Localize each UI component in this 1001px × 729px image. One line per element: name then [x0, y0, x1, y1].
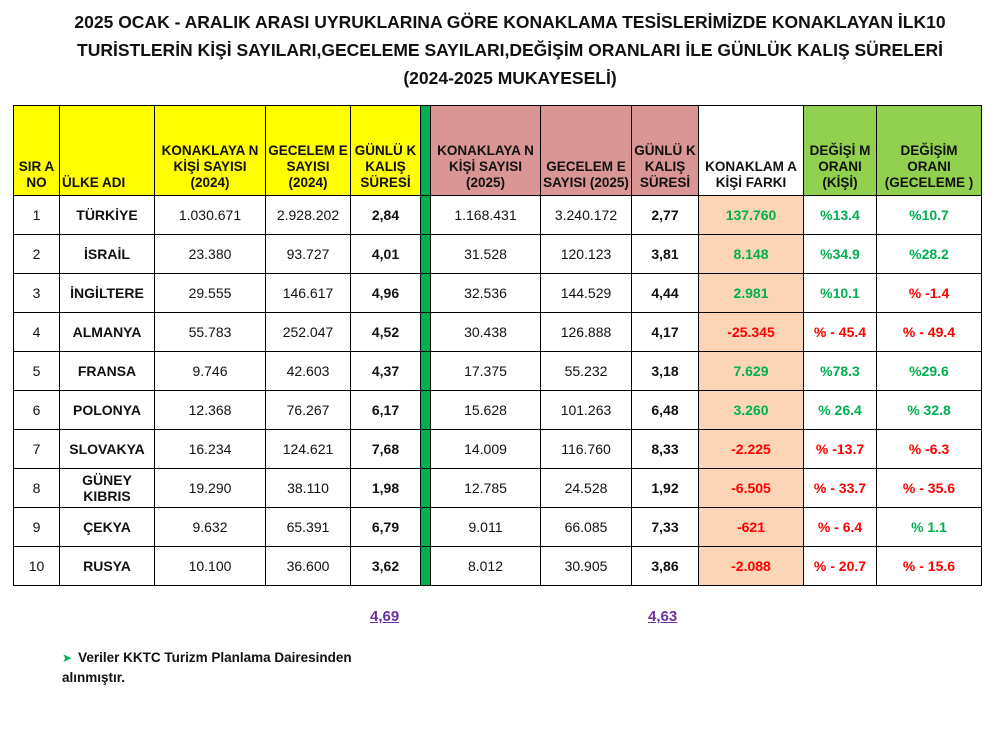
- cell-change-people: %13.4: [804, 196, 877, 235]
- cell-country: FRANSA: [60, 352, 155, 391]
- cell-change-people: %10.1: [804, 274, 877, 313]
- source-note-line-1: Veriler KKTC Turizm Planlama Dairesinden: [78, 650, 352, 665]
- cell-nights-2025: 24.528: [541, 469, 632, 508]
- cell-no: 6: [14, 391, 60, 430]
- cell-stay-2025: 7,33: [632, 508, 699, 547]
- cell-change-people: %78.3: [804, 352, 877, 391]
- cell-people-2025: 8.012: [431, 547, 541, 586]
- cell-separator: [421, 313, 431, 352]
- cell-people-2025: 9.011: [431, 508, 541, 547]
- header-kalis-2025: GÜNLÜ K KALIŞ SÜRESİ: [632, 106, 699, 196]
- header-row: [14, 106, 982, 196]
- cell-people-2024: 10.100: [155, 547, 266, 586]
- table-row: [14, 547, 982, 586]
- page-title: [40, 8, 980, 92]
- cell-country: SLOVAKYA: [60, 430, 155, 469]
- cell-nights-2025: 126.888: [541, 313, 632, 352]
- cell-change-nights: % -1.4: [877, 274, 982, 313]
- header-kisi-farki: KONAKLAM A KİŞİ FARKI: [699, 106, 804, 196]
- cell-country: TÜRKİYE: [60, 196, 155, 235]
- cell-change-nights: %29.6: [877, 352, 982, 391]
- cell-no: 4: [14, 313, 60, 352]
- header-kalis-2024: GÜNLÜ K KALIŞ SÜRESİ: [351, 106, 421, 196]
- tourist-stats-table: [13, 105, 982, 586]
- header-geceleme-2024: GECELEM E SAYISI (2024): [266, 106, 351, 196]
- cell-nights-2024: 36.600: [266, 547, 351, 586]
- cell-separator: [421, 274, 431, 313]
- cell-stay-2024: 1,98: [351, 469, 421, 508]
- cell-change-people: % - 33.7: [804, 469, 877, 508]
- cell-nights-2024: 42.603: [266, 352, 351, 391]
- cell-people-diff: -6.505: [699, 469, 804, 508]
- cell-no: 1: [14, 196, 60, 235]
- cell-people-2024: 12.368: [155, 391, 266, 430]
- cell-people-diff: 3.260: [699, 391, 804, 430]
- cell-change-nights: % - 35.6: [877, 469, 982, 508]
- cell-country: ÇEKYA: [60, 508, 155, 547]
- cell-people-2024: 23.380: [155, 235, 266, 274]
- cell-nights-2024: 76.267: [266, 391, 351, 430]
- cell-country: İSRAİL: [60, 235, 155, 274]
- cell-people-2024: 55.783: [155, 313, 266, 352]
- cell-people-diff: -2.225: [699, 430, 804, 469]
- arrow-right-icon: ➤: [62, 651, 73, 665]
- table-row: [14, 352, 982, 391]
- cell-nights-2025: 116.760: [541, 430, 632, 469]
- table-row: [14, 508, 982, 547]
- cell-separator: [421, 430, 431, 469]
- cell-people-diff: -2.088: [699, 547, 804, 586]
- cell-change-nights: %28.2: [877, 235, 982, 274]
- cell-separator: [421, 469, 431, 508]
- cell-no: 5: [14, 352, 60, 391]
- cell-country: POLONYA: [60, 391, 155, 430]
- cell-people-2024: 16.234: [155, 430, 266, 469]
- cell-stay-2025: 8,33: [632, 430, 699, 469]
- cell-change-nights: % -6.3: [877, 430, 982, 469]
- cell-stay-2025: 1,92: [632, 469, 699, 508]
- header-degisim-geceleme: DEĞİŞİM ORANI (GECELEME ): [877, 106, 982, 196]
- cell-people-2024: 9.632: [155, 508, 266, 547]
- cell-separator: [421, 391, 431, 430]
- cell-stay-2024: 7,68: [351, 430, 421, 469]
- cell-stay-2025: 4,17: [632, 313, 699, 352]
- cell-separator: [421, 547, 431, 586]
- cell-nights-2025: 55.232: [541, 352, 632, 391]
- cell-change-people: % - 6.4: [804, 508, 877, 547]
- cell-separator: [421, 508, 431, 547]
- cell-stay-2024: 3,62: [351, 547, 421, 586]
- cell-nights-2024: 252.047: [266, 313, 351, 352]
- cell-separator: [421, 196, 431, 235]
- cell-separator: [421, 352, 431, 391]
- cell-people-diff: 8.148: [699, 235, 804, 274]
- cell-people-diff: -25.345: [699, 313, 804, 352]
- cell-change-nights: % 32.8: [877, 391, 982, 430]
- cell-nights-2024: 146.617: [266, 274, 351, 313]
- table-row: [14, 430, 982, 469]
- cell-stay-2024: 2,84: [351, 196, 421, 235]
- cell-change-people: % - 45.4: [804, 313, 877, 352]
- cell-nights-2024: 93.727: [266, 235, 351, 274]
- cell-stay-2024: 4,37: [351, 352, 421, 391]
- cell-stay-2025: 3,18: [632, 352, 699, 391]
- title-line-3: (2024-2025 MUKAYESELİ): [403, 68, 617, 88]
- cell-people-2025: 1.168.431: [431, 196, 541, 235]
- cell-separator: [421, 235, 431, 274]
- cell-people-diff: -621: [699, 508, 804, 547]
- cell-people-2025: 14.009: [431, 430, 541, 469]
- header-degisim-kisi: DEĞİŞİ M ORANI (KİŞİ): [804, 106, 877, 196]
- header-kisi-2024: KONAKLAYA N KİŞİ SAYISI (2024): [155, 106, 266, 196]
- title-line-2: TURİSTLERİN KİŞİ SAYILARI,GECELEME SAYILARI,DEĞİŞİM ORANLARI İLE GÜNLÜK KALIŞ SÜRELERİ: [77, 40, 943, 60]
- cell-people-2025: 32.536: [431, 274, 541, 313]
- cell-stay-2025: 4,44: [632, 274, 699, 313]
- cell-change-people: % -13.7: [804, 430, 877, 469]
- cell-country: RUSYA: [60, 547, 155, 586]
- cell-nights-2024: 2.928.202: [266, 196, 351, 235]
- cell-no: 8: [14, 469, 60, 508]
- cell-nights-2025: 3.240.172: [541, 196, 632, 235]
- cell-people-2024: 29.555: [155, 274, 266, 313]
- cell-people-diff: 137.760: [699, 196, 804, 235]
- table-row: [14, 313, 982, 352]
- cell-country: GÜNEY KIBRIS: [60, 469, 155, 508]
- cell-stay-2024: 4,52: [351, 313, 421, 352]
- cell-stay-2025: 6,48: [632, 391, 699, 430]
- cell-people-2025: 15.628: [431, 391, 541, 430]
- cell-nights-2024: 38.110: [266, 469, 351, 508]
- cell-stay-2024: 6,79: [351, 508, 421, 547]
- cell-change-nights: % - 49.4: [877, 313, 982, 352]
- cell-country: İNGİLTERE: [60, 274, 155, 313]
- cell-stay-2025: 3,86: [632, 547, 699, 586]
- average-stay-2025: 4,63: [648, 608, 678, 625]
- cell-no: 2: [14, 235, 60, 274]
- cell-people-2025: 31.528: [431, 235, 541, 274]
- cell-stay-2025: 3,81: [632, 235, 699, 274]
- cell-no: 7: [14, 430, 60, 469]
- source-note-line-2: alınmıştır.: [62, 670, 126, 685]
- cell-change-nights: % - 15.6: [877, 547, 982, 586]
- cell-people-2024: 9.746: [155, 352, 266, 391]
- header-ulke: ÜLKE ADI: [60, 106, 155, 196]
- table-row: [14, 196, 982, 235]
- cell-no: 9: [14, 508, 60, 547]
- cell-nights-2025: 66.085: [541, 508, 632, 547]
- header-kisi-2025: KONAKLAYA N KİŞİ SAYISI (2025): [431, 106, 541, 196]
- cell-change-people: % - 20.7: [804, 547, 877, 586]
- cell-no: 3: [14, 274, 60, 313]
- table-row: [14, 469, 982, 508]
- cell-stay-2024: 4,96: [351, 274, 421, 313]
- cell-people-2024: 19.290: [155, 469, 266, 508]
- table-row: [14, 235, 982, 274]
- cell-people-2025: 17.375: [431, 352, 541, 391]
- title-line-1: 2025 OCAK - ARALIK ARASI UYRUKLARINA GÖRE KONAKLAMA TESİSLERİMİZDE KONAKLAYAN İLK10: [74, 12, 946, 32]
- cell-nights-2024: 65.391: [266, 508, 351, 547]
- cell-nights-2025: 144.529: [541, 274, 632, 313]
- cell-people-2025: 12.785: [431, 469, 541, 508]
- cell-nights-2025: 120.123: [541, 235, 632, 274]
- cell-nights-2024: 124.621: [266, 430, 351, 469]
- source-note: [62, 648, 352, 687]
- cell-stay-2024: 4,01: [351, 235, 421, 274]
- cell-no: 10: [14, 547, 60, 586]
- header-sira-no: SIR A NO: [14, 106, 60, 196]
- cell-nights-2025: 30.905: [541, 547, 632, 586]
- table-row: [14, 274, 982, 313]
- separator-column: [421, 106, 431, 196]
- cell-people-diff: 2.981: [699, 274, 804, 313]
- header-geceleme-2025: GECELEM E SAYISI (2025): [541, 106, 632, 196]
- cell-change-people: % 26.4: [804, 391, 877, 430]
- cell-change-nights: % 1.1: [877, 508, 982, 547]
- cell-nights-2025: 101.263: [541, 391, 632, 430]
- cell-stay-2024: 6,17: [351, 391, 421, 430]
- table-row: [14, 391, 982, 430]
- cell-people-2024: 1.030.671: [155, 196, 266, 235]
- cell-country: ALMANYA: [60, 313, 155, 352]
- cell-stay-2025: 2,77: [632, 196, 699, 235]
- average-stay-2024: 4,69: [370, 608, 400, 625]
- cell-change-people: %34.9: [804, 235, 877, 274]
- cell-people-diff: 7.629: [699, 352, 804, 391]
- cell-people-2025: 30.438: [431, 313, 541, 352]
- cell-change-nights: %10.7: [877, 196, 982, 235]
